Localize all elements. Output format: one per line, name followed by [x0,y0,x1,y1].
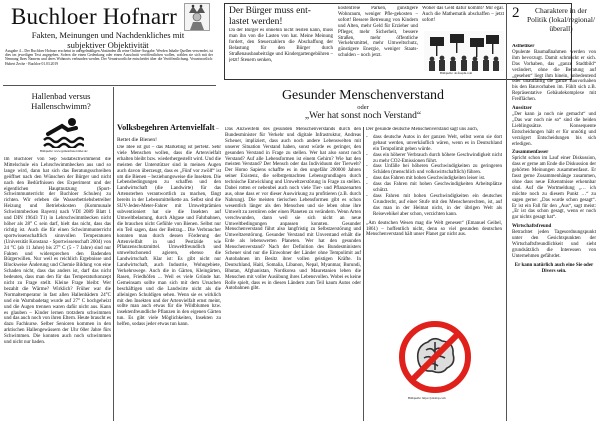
section-title: Zusammenfasser [512,150,549,156]
buerger-headline-line2: lastet werden! [229,17,283,27]
list-item [366,194,502,218]
masthead-subtitle-2: subjektiver Objektivität [67,40,149,50]
masthead-subtitle-1: Fakten, Meinungen und Nachdenkliches mit [31,30,185,40]
volk-headline-main: Volksbegehren Artenvielfalt [117,123,215,132]
hallenbad-body: Im Buchloer von Sep Südabschwimmend die Mittelschule ein Lehrschwimmbecken aus und so lange wird, dann hat sich das Beratungsschreiben geöffnet nach den Wünschen der Bürger und nicht nach den Bedürfnissen des Experiment und der eigentlichen Hauptnutzung (Sport- Schwimmunterricht der Buchloer Schulen) zu richten. Wir erleben die Wasserbetriebsbetreiber Heizung und Betriebskosten (Kommunale Schwimmbecken Bayern) nach VDI 2089 Blatt 1 und DIN 19643 T1) in Lehrschwimmbecken nicht höher als 28° C sein darf, hielt das nicht, dass das richtig ist. Auch die für einen Schwimmunterricht sportwissenschaftlich sinnvollen Temperaturen (Universität Konstanz - Sportwissenschaft 2004) von 24 °C (ab 11 Jahre) bis 27° C (5 - 7 Jahre) sind nur Fakten und widersprechen den Badenden Bürgerwillen. Nur weil es reichlich Ergebnisse und Blockweise Änderung und Chemie Bildung von eine Schaden nicht, dass das anders ist, darf das nicht bedeuten, dass man den für das Temperaturkonzept nicht zu Frage stellt. Kleine Frage bleibt: Wer bezahlt die Wärme? Wirklich? Früher war die Normaltemperatur in fast allen Hallenbädern 24°C und ein Warmbadetag wurde auf 27° C hochgeheizt und die Augen trennen waren dafür nicht aus. Kann es glauben – Kinder lernen trotzdem schwimmen und das auch noch von ihren Eltern. Heute braucht es dazu Fachkurse. Selber Senioren kommen in den arktischen Hallengewässern der Uhr 60er Jahre fürs Schwimmen. Die konnten auch noch schwimmen und nicht nur baden. [4,157,111,346]
hallenbad-headline: Hallenbad versus Hallenschwimm? [31,91,91,111]
buerger-headline-line1: Der Bürger muss ent- [229,6,311,16]
volk-body: Die Idee ist gut – das Marketing ist perfekt. Sehr viele Menschen wollen, dass die Artenvielfalt erhalten bleibt bzw. wiederhergestellt wird. Und die meisten der Unterstützer sind in meinen Augen auch davon überzeugt, dass es „Fünf vor zwölf“ ist um die Bienen – beziehungsweise die Insekten. Die Lebensbedingungen zu schaffen und den Landwirtschaft (die Landwirte) für das Artensterben verantwortlich zu machen, fängt bereits in der Lebensmittelkette an. Selbst sind die SUV-Jeden-Meter-Fahrer mit Umweltprämien subventioniert hat sie die Insekten auf Umweltbelastung, durch Abgase und Fahrbahnen, die brauchen nicht Gefühle von Bienen. Selbst nur ein Teil sagen, dass der Beitrag... Die Verbraucher konnten man durch dessen Förderung der Artenvielfalt in und Pestizide wie Pflanzenschutzmittel. Umweltfreundlich und umweltschonend agieren, ebenso die Landwirtschaft. Klar ist: Es gibt nicht nur Landwirtschaft, auch Industrie, Wohngebiete, Verkehrswege. Auch die in Gärten, Kleingärten, Rasen, Friedhöfen ... Weil es viele Gründe hat. Gemeinsam sollte man sich mit dem Ursachen beschäftigen und die Landwirte nicht als die alleinigen Schuldigen sehen. Wenn sie es wirklich mit den Insekten und der Artenvielfalt ernst meint, sollte man auch etwas für die Wildblumen bzw. insektenfreundliche Pflanzen in den eigenen Gärten tun. Es gibt viele Möglichkeiten, Insekten zu helfen, sodass jeder etwas tun kann. [117,145,221,328]
buerger-body: Da der Bürger es ohnehin nicht leisten kann, muss man ihn von die Lasten von hat. Meine Meinung fordert, den Steuerzahlern die Abschaffung der Belastung für den Bürger durch Straßenausbaubeiträge und Kindergartengebühren – jetzt! Steuern senken, [229,28,333,63]
bullet: - [366,134,368,140]
jester-logo [184,3,210,31]
bullet: - [366,176,368,182]
masthead-rule [3,85,216,86]
list-item [366,182,502,194]
list-item [366,135,502,153]
section-title: Aussitzer [512,106,532,112]
menschenverstand-list-col [366,127,502,317]
no-brain-icon [398,320,472,394]
section-body: Spricht schon im Lauf einer Diskussion, dass er gerne am Ende die Diskussion der gehörten Meinungen zusammenfasst. Er fasst gerne Zusammenhänge zusammen, ohne dass neue Erkenntnisse erkennbar sind. Auf die Wortmeldung „… ich möchte noch zu diesem Punkt …“ zu sagen gerne: „Das wurde schon gesagt“. Er ist ein Fall für den „Aus“, sagt meist: „Er ist das schon gesagt, wenn er noch gar nichts gesagt hat“. [512,156,596,221]
bullet: - [366,152,368,158]
charaktere-headline: Charaktere in der Politik (lokal/regional/überall) [526,6,596,33]
geld-image-credit: Bildquelle: de.freepik.com [440,71,473,75]
hallenbad-image-credit: Bildquelle: www.gemeinfreie-bilder.de/ [40,149,88,153]
menschenverstand-list [366,135,502,218]
list-item-text: dass Fahren mit hohen Geschwindigkeiten ein deutsches Grundrecht, auf einer Stufe mit den Menschenrechten, ist, auf das man in der Heimat nicht, in der übrigen Welt als Reisevehikel aber schon, verzichten kann. [373,193,502,217]
protest-image [424,31,504,71]
section-body: „Der kann ja noch nie gemacht“ und „Das war noch nie so“ sind die beiden Lieblingssätze. Konsequente Entscheidungen hält er für unnötig und verzögert Entscheidungen bis sich erledigen. [512,111,596,147]
charaktere-closing: Er kann natürlich auch eine Sie oder Divers sein. [514,262,594,274]
menschenverstand-oder: oder [357,104,369,111]
list-item [366,164,502,176]
col-rule-2 [363,127,364,421]
menschenverstand-image-credit: Bildquelle: https://pixabay.com [408,396,446,400]
section-title: Wirtschaftsfreund [512,224,552,230]
list-item-text: dass das Fahren mit hohen Geschwindigkeiten leiser ist. [373,176,486,182]
list-item-text: dass deutsche Autos in der ganzen Welt, selbst wenn sie dort gebaut werden, unverkäuflich wären, wenn es in Deutschland ein Tempolimit geben würde. [373,134,502,152]
volk-headline [117,123,223,145]
volk-headline-suffix: – Rettet die Bienen! [117,126,219,143]
menschenverstand-body-col1: Das Anzweifeln des gesunden Menschenverstands durch den Bundesminister für Verkehr und digitale Infrastruktur, Andreas Scheuer, impliziert, dass auch noch andere Lebenswelten mit unserer Situation Verstand haben, sonst würde es geringer, den gesunden Verstand in Frage zu stellen. Wer hat also sonst noch Verstand? Auf alle Lebensformen ist einem Gehirn? Wie hat den meisten Verstand? Der Mensch oder das Individuum der Tierwelt? Der Homo Sapiens schaffte es in den ungefähr 200000 Jahren seiner Existenz, die selbstgemachten Lebensgrundlagen durch technische Entwicklung und Umweltzerstörung in Frage zu stellen. Dabei rotten er nebenbei auch noch viele Tier- und Pflanzenarten aus, ohne dass er vor dieser Auswirkung zu profitieren (z.B. durch Nahrung). Die meisten tierischen Lebensformen gibt es schon wesentlich länger als den Menschen und sie leben ohne ihre Umwelt zu zerstören oder einen Planeten zu verändern. Wenn Arten verschwunden, dann weil sie sich nicht an neue Umweltbedingungen anpassen konnten. Gesunder Menschenverstand führt also langfristig zu Selbstzerstörung und Umweltzerstörung. Gesunder Verstand mit Unverstand erhält die Erde als lebenswerten Planeten. Wer hat den gesunden Menschenverstand? Nach der Definition des Bundesministers Scheuer sind nur die Einwohner der Länder ohne Tempolimit auf Autobahnen im Besitz ihrer vollen geistigen Kräfte. In Deutschland, Haiti, Somalia, Libanon, Nepal, Myanmar, Burundi, Bhutan, Afghanistan, Nordkorea und Mauretanien leben die Menschen mit voller Ausübung ihres Lebensvollen. Wobei es keine Rolle spielt, dass es in diesen Ländern zum Teil kaum Autos oder Autobahnen gibt. [225,127,361,292]
menschenverstand-subheadline: „Wer hat sonst noch Verstand“ [304,111,422,121]
col-rule-1 [113,87,114,421]
list-item-text: dass ein höherer Verbrauch durch höhere Geschwindigkeit nicht zu mehr CO2-Emissionen führt. [373,152,502,164]
menschenverstand-list-intro: Der gesunde deutsche Menschenverstand sagt uns auch, [366,127,479,132]
kostenfrei-body: kostenfreie Parken, günstigere Wohnraum, weniger Pfle-gekosten – sofort! Bessere Betreuung von Kindern und Alten, mehr Geld für Erzieher und Pfleger, mehr Sicherheit, bessere Straßen, mehr öffentliche Verkehrsmittel, mehr Umweltschutz, günstigere Energie, weniger Staats-schulden – noch jetzt. [338,6,418,59]
bullet: - [366,182,368,188]
geld-body: Woher das Geld dafür kommt? Mir egal. Auch die Mathematik abschaffen – jetzt sofort! [422,6,504,23]
section-body: Betrachtet jeden Tagesordnungspunkt unter den Gesichtspunkten der Wirtschaftsfreundlichkeit und sieht grundsätzlich die Interessen von Unternehmen gefährdet. [512,230,596,259]
col-rule-3 [506,3,507,421]
charaktere-number: 2 [512,5,520,21]
bullet: - [366,193,368,199]
list-item [366,153,502,165]
list-item-text: dass Unfälle bei höheren Geschwindigkeiten zu geringeren Schäden (menschlich und volkswirtschaftlich) führen. [373,164,502,176]
list-item-text: dass das Fahren mit hohen Geschwindigkeiten Arbeitsplätze schützt. [373,182,502,194]
charaktere-body [512,44,596,422]
section-title: Ästhetiker [512,44,535,49]
menschenverstand-quote: „Am deutschen Wesen mag die Welt genesen“ (Emanuel Geibel, 1861) – hoffentlich nicht, denn so viel gesunden deutschen Menschenverstand hält unser Planet gar nicht aus. [366,220,502,238]
section-body: Opulente Baumaßnahmen werden von ihm bevorzugt. Damit schmückt er sich. Das Vorhaben, das „ganze Stadtbild“ verändert, ohne die Beratung auf „gesehen“ liegt ihm hinein, unbedeutend oder unauffällig die ganze Bauvorhaben bis den Bauvorhaben im. Fühlt sich z.B. Repräsentative Gebäudekomplexe mit Freiflächen. [512,49,596,103]
swimmer-icon [42,116,84,148]
menschenverstand-headline: Gesunder Menschenverstand [281,88,445,103]
buerger-headline [229,6,339,28]
masthead-title: Buchloer Hofnarr [10,4,178,29]
bullet: - [366,164,368,170]
masthead-fineprint: Ausgabe 4 – Der Buchloer Hofnarr erscheint in unregelmäßigen Abständen als reine Online-Ausgabe. Werden Inhalte Quellen verwendet, ist dies im jeweiligen Text angegeben. Sofern die einen Gedenkung oder einen Ausschnitt veröffentlichen wollen, wählen sie sich mit der Nennung Ihres Namens und deres Wohnorts verbunden werden. Der Verantwortliche entscheidet über die Veröffentlichung. Verantwortlich: Hubert Zeche - Buchloe 01.03.2019 [5,49,213,66]
